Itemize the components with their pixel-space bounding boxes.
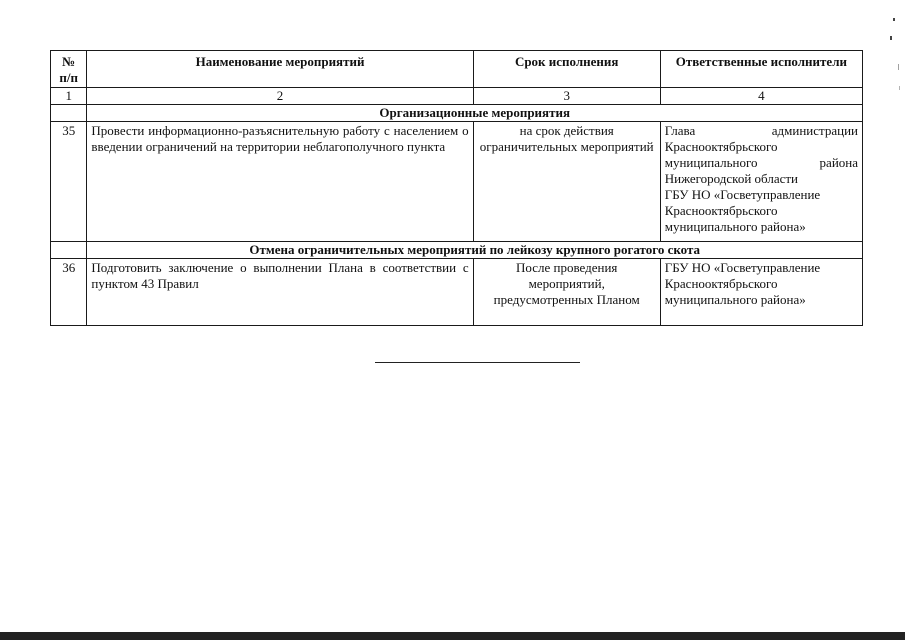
- section-spacer: [51, 105, 87, 122]
- measure-name: Провести информационно-разъяснительную работу с населением о введении ограничений на территории неблагополучного пункта: [87, 122, 473, 242]
- row-number: 36: [51, 259, 87, 326]
- measure-term: на срок действия ограничительных мероприятий: [473, 122, 660, 242]
- measures-table: [50, 50, 863, 326]
- scan-speck: [890, 36, 892, 40]
- table-row: [51, 259, 863, 326]
- column-number: 3: [473, 88, 660, 105]
- section-title: Организационные мероприятия: [87, 105, 863, 122]
- header-num: № п/п: [51, 51, 87, 88]
- section-row: [51, 105, 863, 122]
- responsible-line: ГБУ НО «Госветуправление: [664, 187, 821, 202]
- section-row: [51, 242, 863, 259]
- responsible-line: муниципального района»: [664, 219, 806, 234]
- responsible-line: Краснооктябрьского: [664, 276, 778, 291]
- header-term: Срок исполнения: [473, 51, 660, 88]
- measure-name: Подготовить заключение о выполнении Плана в соответствии с пунктом 43 Правил: [87, 259, 473, 326]
- closing-rule: [375, 362, 580, 363]
- responsible-line: муниципального района»: [664, 292, 806, 307]
- responsible-line: муниципального района: [664, 155, 858, 170]
- measure-responsible: [660, 259, 862, 326]
- scan-speck: [899, 86, 900, 90]
- header-row: [51, 51, 863, 88]
- responsible-line: Нижегородской области: [664, 171, 798, 186]
- responsible-line: Глава администрации: [664, 123, 858, 138]
- header-name: Наименование мероприятий: [87, 51, 473, 88]
- row-number: 35: [51, 122, 87, 242]
- scan-speck: [893, 18, 895, 21]
- responsible-line: ГБУ НО «Госветуправление: [664, 260, 821, 275]
- section-title: Отмена ограничительных мероприятий по лейкозу крупного рогатого скота: [87, 242, 863, 259]
- table-row: [51, 122, 863, 242]
- header-responsible: Ответственные исполнители: [660, 51, 862, 88]
- scan-bottom-edge: [0, 632, 905, 640]
- responsible-line: Краснооктябрьского: [664, 203, 778, 218]
- responsible-line: Краснооктябрьского: [664, 139, 778, 154]
- column-numbers-row: [51, 88, 863, 105]
- measure-term: После проведения мероприятий, предусмотренных Планом: [473, 259, 660, 326]
- column-number: 2: [87, 88, 473, 105]
- measure-responsible: [660, 122, 862, 242]
- scan-speck: [898, 64, 899, 70]
- column-number: 4: [660, 88, 862, 105]
- section-spacer: [51, 242, 87, 259]
- column-number: 1: [51, 88, 87, 105]
